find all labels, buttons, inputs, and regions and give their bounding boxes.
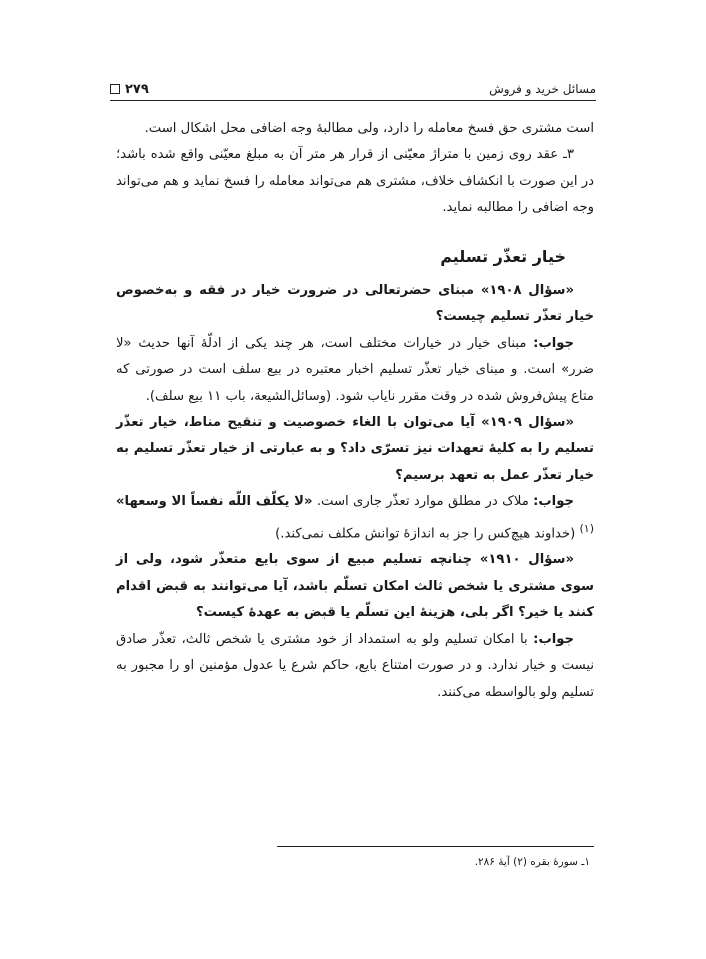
page-header [110,78,596,101]
answer-label: جواب: [533,631,574,647]
answer-label: جواب: [533,494,574,510]
footnote-divider [277,846,594,847]
footnote: ۱ـ سورهٔ بقره (۲) آیهٔ ۲۸۶. [474,856,590,868]
square-ornament-icon [110,84,120,94]
question-label: «سؤال ۱۹۱۰» [479,552,574,568]
answer-text: مبنای خیار در خیارات مختلف است، هر چند یکی از ادلّهٔ آنها حدیث «لا ضرر» است. و مبنای خیار تعذّر تسلیم اخبار معتبره در بیع سلف است در صورتی که متاع پیش‌فروش شده در وقت مقرر نایاب شود. (وسائل‌الشیعة، باب ۱۱ بیع سلف). [116,335,594,404]
question-1908 [116,278,594,331]
answer-1910 [116,627,594,706]
question-1909 [116,410,594,489]
section-heading: خیار تعذّر تسلیم [440,246,566,266]
paragraph-continuation: است مشتری حق فسخ معامله را دارد، ولی مطالبهٔ وجه اضافی محل اشکال است. [144,121,594,136]
question-label: «سؤال ۱۹۰۸» [480,283,574,299]
answer-1909 [116,489,594,547]
page-body [116,116,594,706]
question-1910 [116,547,594,626]
answer-label: جواب: [533,335,574,351]
question-label: «سؤال ۱۹۰۹» [481,415,574,431]
page-number-text: ۲۷۹ [125,81,149,97]
footnote-ref: (۱) [579,521,594,535]
question-text: چنانچه تسلیم مبیع از سوی بایع متعذّر شود، ولی از سوی مشتری یا شخص ثالث امکان تسلّم باشد، آیا می‌توانند به قبض اقدام کنند یا خیر؟ اگر بلی، هزینهٔ این تسلّم یا قبض به عهدهٔ کیست؟ [116,552,594,621]
quran-quote: «لا یکلّف اللّه نفساً الا وسعها» [116,494,313,510]
paragraph-item-3: ۳ـ عقد روی زمین با متراژ معیّنی از قرار هر متر آن به مبلغ معیّنی واقع شده باشد؛ در این صورت با انکشاف خلاف، مشتری هم می‌تواند معامله را فسخ نماید و هم می‌تواند وجه اضافی را مطالبه نماید. [116,147,594,216]
question-text: آیا می‌توان با الغاء خصوصیت و تنقیح مناط، خیار تعذّر تسلیم را به کلیهٔ تعهدات نیز تسرّی داد؟ و به عبارتی از خیار تعذّر تسلیم به خیار تعذّر عمل به تعهد برسیم؟ [116,415,594,483]
answer-text: با امکان تسلیم ولو به استمداد از خود مشتری یا شخص ثالث، تعذّر صادق نیست و خیار ندارد. و در صورت امتناع بایع، حاکم شرع یا عدول مؤمنین او را مجبور به تسلیم ولو بالواسطه می‌کنند. [116,631,594,700]
answer-1908 [116,331,594,410]
answer-text: ملاک در مطلق موارد تعذّر جاری است. [316,494,529,510]
page-number [110,82,149,97]
quote-translation: (خداوند هیچ‌کس را جز به اندازهٔ توانش مکلف نمی‌کند.) [275,526,576,542]
running-title: مسائل خرید و فروش [489,82,596,96]
question-text: مبنای حضرتعالی در ضرورت خیار در فقه و به‌خصوص خیار تعذّر تسلیم چیست؟ [116,283,594,325]
